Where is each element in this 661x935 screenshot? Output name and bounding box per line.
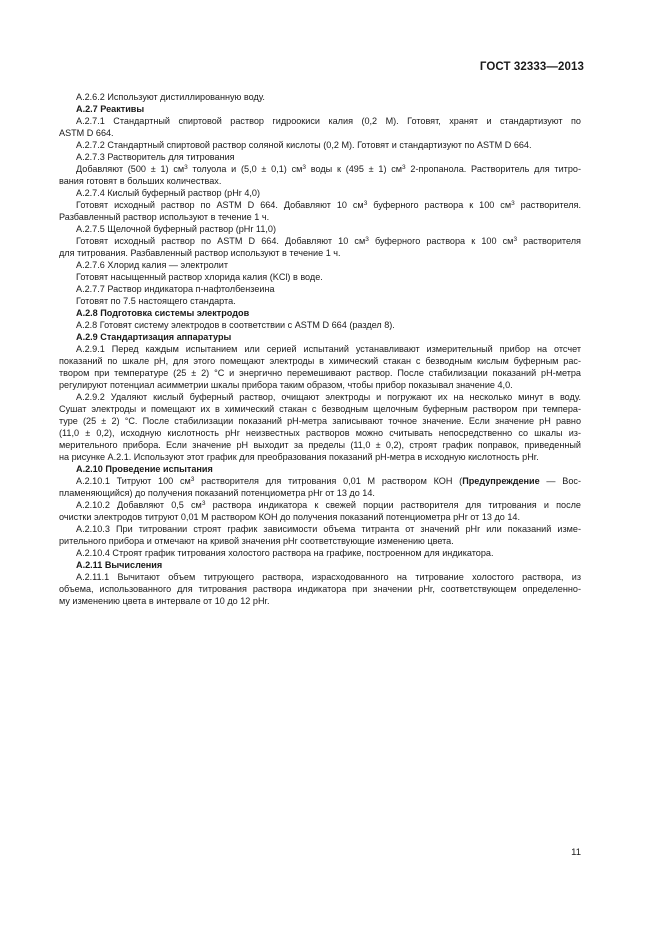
text-line: (11,0 ± 0,2), исходную кислотность pHr неизвестных растворов можно считывать непосредственно со шкалы из- xyxy=(59,428,581,438)
section-heading: А.2.10 Проведение испытания xyxy=(76,464,213,474)
text-line: рительного прибора и отмечают на кривой значения pHr соответствующие изменению цвета. xyxy=(59,536,454,546)
paragraph: А.2.7.4 Кислый буферный раствор (pHr 4,0) xyxy=(76,188,261,198)
text-line: Готовят исходный раствор по ASTM D 664. Добавляют 10 $см^3$ буферного раствора к 100 $см^3$ растворителя xyxy=(76,236,581,246)
text-line: регулируют потенциал асимметрии шкалы прибора таким образом, чтобы прибор показывал значение 4,0. xyxy=(59,380,513,390)
text-line: объема, использованного для титрования раствора индикатора при значении pHr, соответствующем определенно- xyxy=(59,584,581,594)
text-line: А.2.7.1 Стандартный спиртовой раствор гидроокиси калия (0,2 М). Готовят, хранят и стандартизуют по xyxy=(76,116,581,126)
text-line: пламеняющийся) до получения показаний потенциометра pHr от 13 до 14. xyxy=(59,488,375,498)
paragraph xyxy=(59,571,581,607)
paragraph xyxy=(59,235,581,259)
document-body xyxy=(59,91,581,607)
section-heading: А.2.9 Стандартизация аппаратуры xyxy=(76,332,232,342)
paragraph xyxy=(59,475,581,499)
page-number: 11 xyxy=(571,847,581,858)
text-line: Готовят исходный раствор по ASTM D 664. Добавляют 10 $см^3$ буферного раствора к 100 $см^3$ растворителя. xyxy=(76,200,581,210)
paragraph: А.2.8 Готовят систему электродов в соответствии с ASTM D 664 (раздел 8). xyxy=(76,320,395,330)
paragraph: А.2.7.5 Щелочной буферный раствор (pHr 11,0) xyxy=(76,224,276,234)
text-line: А.2.9.2 Удаляют кислый буферный раствор, очищают электроды и погружают их на несколько минут в воду. xyxy=(76,392,581,402)
paragraph: Готовят насыщенный раствор хлорида калия (KCl) в воде. xyxy=(76,272,323,282)
paragraph: Готовят по 7.5 настоящего стандарта. xyxy=(76,296,236,306)
paragraph xyxy=(59,199,581,223)
text-line: А.2.10.3 При титровании строят график зависимости объема титранта от значений pHr или показаний изме- xyxy=(76,524,581,534)
text-line: вания готовят в больших количествах. xyxy=(59,176,222,186)
paragraph: А.2.7.3 Растворитель для титрования xyxy=(76,152,235,162)
text-line: А.2.10.1 Титруют 100 $см^3$ растворителя для титрования 0,01 М раствором КОН (Предупреждение — Вос- xyxy=(76,476,581,486)
text-line: мерительного прибора. Если значение pH выходит за пределы (11,0 ± 0,2), строят график поправок, приведенный xyxy=(59,440,581,450)
text-line: му изменению цвета в интервале от 10 до 12 pHr. xyxy=(59,596,270,606)
paragraph xyxy=(59,391,581,463)
paragraph: А.2.10.4 Строят график титрования холостого раствора на графике, построенном для индикатора. xyxy=(76,548,494,558)
text-line: А.2.11.1 Вычитают объем титрующего раствора, израсходованного на титрование холостого раствора, из xyxy=(76,572,581,582)
paragraph: А.2.7.6 Хлорид калия — электролит xyxy=(76,260,229,270)
text-line: Разбавленный раствор используют в течение 1 ч. xyxy=(59,212,270,222)
text-line: твором при температуре (25 ± 2) °С и энергично перемешивают раствор. После стабилизации показаний pH-метра xyxy=(59,368,581,378)
section-heading: А.2.8 Подготовка системы электродов xyxy=(76,308,250,318)
text-line: для титрования. Разбавленный раствор используют в течение 1 ч. xyxy=(59,248,341,258)
document-header: ГОСТ 32333—2013 xyxy=(479,61,584,73)
text-line: Сушат электроды и помещают их в химический стакан с безводным щелочным буферным раствором при темпера- xyxy=(59,404,581,414)
paragraph xyxy=(59,163,581,187)
paragraph xyxy=(59,115,581,139)
text-line: А.2.10.2 Добавляют 0,5 $см^3$ раствора индикатора к свежей порции растворителя для титрования и после xyxy=(76,500,581,510)
text-line: показаний по шкале pH, для этого помещают электроды в химический стакан с безводным кислым буферным рас- xyxy=(59,356,581,366)
text-line: А.2.9.1 Перед каждым испытанием или серией испытаний устанавливают измерительный прибор на отсчет xyxy=(76,344,581,354)
paragraph xyxy=(59,523,581,547)
text-line: туре (25 ± 2) °С. После стабилизации показаний pH-метра записывают точное значение. Если значение pH равно xyxy=(59,416,581,426)
paragraph xyxy=(59,343,581,391)
section-heading: А.2.11 Вычисления xyxy=(76,560,163,570)
warning-label: Предупреждение xyxy=(462,476,540,486)
paragraph: А.2.6.2 Используют дистиллированную воду. xyxy=(76,92,265,102)
text-line: Добавляют (500 ± 1) $см^3$ толуола и (5,0 ± 0,1) $см^3$ воды к (495 ± 1) $см^3$ 2-пропанола. Растворитель для титро- xyxy=(76,164,581,174)
section-heading: А.2.7 Реактивы xyxy=(76,104,145,114)
text-line: ASTM D 664. xyxy=(59,128,114,138)
paragraph: А.2.7.2 Стандартный спиртовой раствор соляной кислоты (0,2 М). Готовят и стандартизуют по ASTM D 664. xyxy=(76,140,532,150)
text-line: на рисунке А.2.1. Используют этот график для преобразования показаний pH-метра в исходную кислотность pHr. xyxy=(59,452,539,462)
paragraph xyxy=(59,499,581,523)
paragraph: А.2.7.7 Раствор индикатора п-нафтолбензеина xyxy=(76,284,275,294)
text-line: очистки электродов титруют 0,01 М раствором КОН до получения показаний потенциометра pHr от 13 до 14. xyxy=(59,512,520,522)
